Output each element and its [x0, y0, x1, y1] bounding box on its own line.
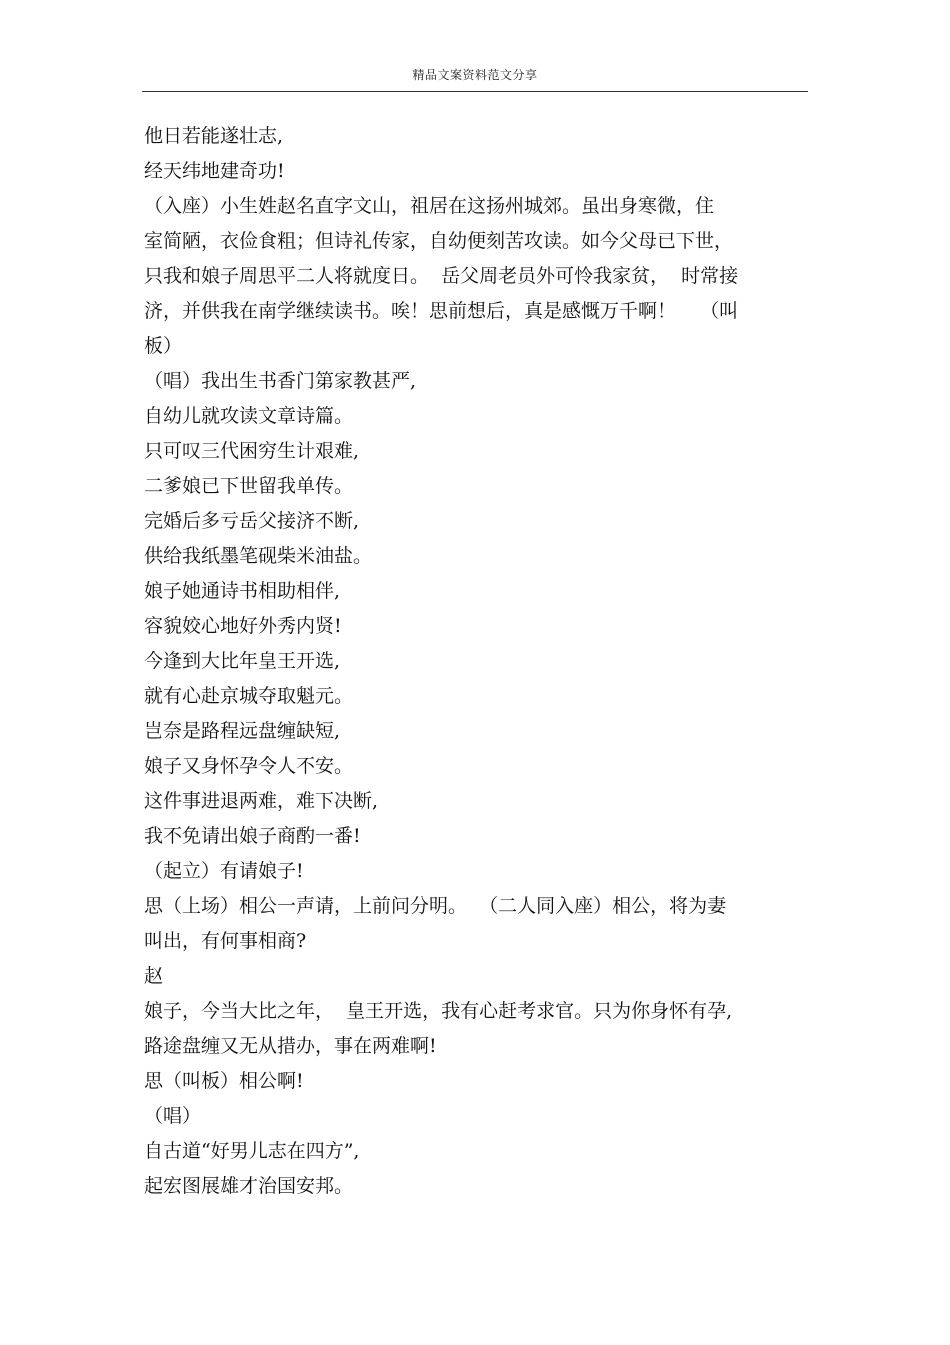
text-line: （起立）有请娘子!	[144, 860, 304, 882]
text-line: 思（叫板）相公啊!	[144, 1070, 304, 1092]
document-body	[144, 119, 808, 1204]
text-line: 路途盘缠又无从措办，事在两难啊!	[144, 1035, 437, 1057]
text-line: 完婚后多亏岳父接济不断,	[144, 510, 360, 532]
text-line: 济，并供我在南学继续读书。唉！思前想后，真是感慨万千啊！ （叫	[144, 300, 739, 322]
text-line: 经天纬地建奇功!	[144, 160, 285, 182]
text-line: 叫出，有何事相商?	[144, 930, 307, 952]
text-line: 娘子她通诗书相助相伴,	[144, 580, 341, 602]
text-line: 自幼儿就攻读文章诗篇。	[144, 405, 354, 427]
text-line: 娘子又身怀孕令人不安。	[144, 755, 354, 777]
text-line: 赵	[144, 965, 164, 987]
text-line: 板）	[144, 335, 183, 357]
text-line: （唱）	[144, 1105, 202, 1127]
header-divider	[142, 91, 808, 92]
text-line: 供给我纸墨笔砚柴米油盐。	[144, 545, 373, 567]
text-line: （入座）小生姓赵名直字文山，祖居在这扬州城郊。虽出身寒微，住	[144, 195, 715, 217]
text-line: 容貌姣心地好外秀内贤!	[144, 615, 342, 637]
text-line: 起宏图展雄才治国安邦。	[144, 1175, 354, 1197]
text-line: 二爹娘已下世留我单传。	[144, 475, 354, 497]
text-line: 岂奈是路程远盘缠缺短,	[144, 720, 341, 742]
text-line: 自古道“好男儿志在四方”,	[144, 1140, 360, 1162]
text-line: 思（上场）相公一声请，上前问分明。 （二人同入座）相公，将为妻	[144, 895, 727, 917]
page-header-title: 精品文案资料范文分享	[412, 68, 538, 82]
text-line: 今逢到大比年皇王开选,	[144, 650, 341, 672]
text-line: 只可叹三代困穷生计艰难,	[144, 440, 360, 462]
text-line: 他日若能遂壮志,	[144, 125, 284, 147]
text-line: 就有心赴京城夺取魁元。	[144, 685, 354, 707]
text-line: 室简陋，衣俭食粗；但诗礼传家，自幼便刻苦攻读。如今父母已下世，	[144, 230, 734, 252]
text-line: 这件事进退两难，难下决断,	[144, 790, 379, 812]
text-line: 娘子，今当大比之年， 皇王开选，我有心赶考求官。只为你身怀有孕,	[144, 1000, 733, 1022]
text-line: 我不免请出娘子商酌一番!	[144, 825, 361, 847]
text-line: （唱）我出生书香门第家教甚严,	[144, 370, 417, 392]
text-line: 只我和娘子周思平二人将就度日。 岳父周老员外可怜我家贫， 时常接	[144, 265, 739, 287]
